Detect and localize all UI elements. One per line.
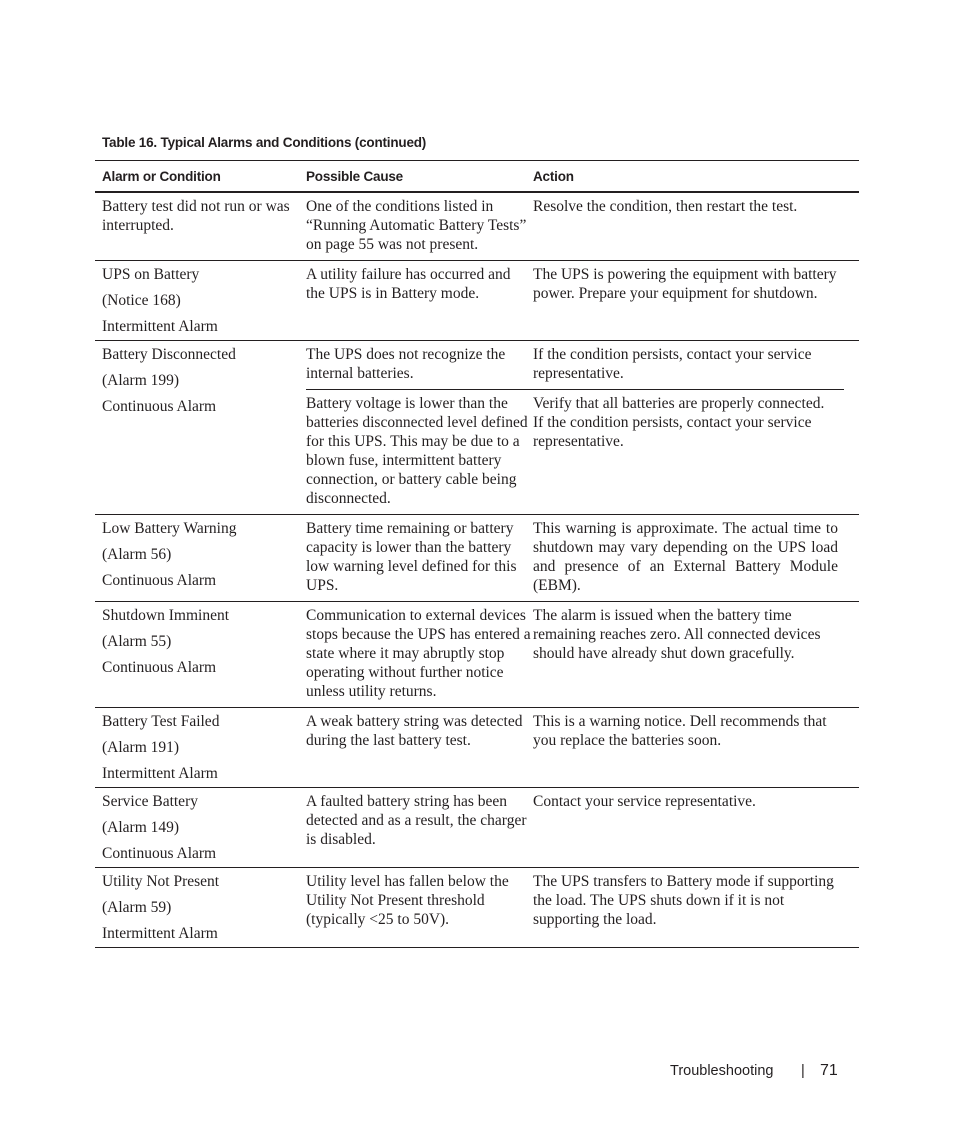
cause-action-group (306, 261, 844, 340)
cause-cell: Battery time remaining or battery capacity is lower than the battery low warning level defined for this UPS. (306, 520, 517, 594)
cause-action-group (306, 341, 844, 514)
action-cell: Contact your service representative. (533, 793, 756, 810)
alarm-type: Continuous Alarm (102, 845, 217, 862)
alarm-code: (Alarm 191) (102, 739, 180, 756)
action-cell: Verify that all batteries are properly connected. If the condition persists, contact your service representative. (533, 395, 825, 450)
alarm-name: Service Battery (102, 793, 198, 810)
alarm-cell (95, 602, 306, 707)
cause-cell: A weak battery string was detected during the last battery test. (306, 713, 523, 749)
cause-action-group (306, 868, 844, 947)
alarm-type: Continuous Alarm (102, 398, 217, 415)
cause-action-pair (306, 788, 844, 855)
cause-cell: A utility failure has occurred and the UPS is in Battery mode. (306, 266, 511, 302)
cause-action-pair (306, 389, 844, 514)
alarm-type: Intermittent Alarm (102, 318, 218, 335)
alarm-cell (95, 261, 306, 340)
action-cell: This is a warning notice. Dell recommends that you replace the batteries soon. (533, 713, 827, 749)
alarm-cell (95, 515, 306, 601)
alarms-table (95, 160, 859, 948)
footer-separator: | (801, 1063, 805, 1079)
cause-action-pair (306, 515, 844, 601)
cause-action-group (306, 708, 844, 787)
cause-action-pair (306, 868, 844, 935)
table-row (95, 260, 859, 340)
alarm-cell (95, 788, 306, 867)
table-row (95, 707, 859, 787)
cause-action-group (306, 602, 844, 707)
page-number: 71 (820, 1062, 838, 1079)
cause-cell: A faulted battery string has been detected and as a result, the charger is disabled. (306, 793, 527, 848)
alarm-code: (Alarm 199) (102, 372, 180, 389)
alarm-code: (Alarm 149) (102, 819, 180, 836)
cause-cell: Battery voltage is lower than the batteries disconnected level defined for this UPS. This may be due to a blown fuse, intermittent battery connection, or battery cable being disconnected. (306, 395, 528, 507)
header-action: Action (533, 168, 574, 184)
alarm-code: (Notice 168) (102, 292, 181, 309)
table-row (95, 340, 859, 514)
table-row (95, 192, 859, 260)
alarm-type: Continuous Alarm (102, 659, 217, 676)
alarm-name: Battery Disconnected (102, 346, 236, 363)
header-possible-cause: Possible Cause (306, 168, 403, 184)
cause-cell: The UPS does not recognize the internal batteries. (306, 346, 506, 382)
table-header-row (95, 161, 859, 192)
action-cell: Resolve the condition, then restart the test. (533, 198, 798, 215)
action-cell: The alarm is issued when the battery time remaining reaches zero. All connected devices should have already shut down gracefully. (533, 607, 821, 662)
alarm-name: Battery Test Failed (102, 713, 220, 730)
alarm-cell (95, 708, 306, 787)
action-cell: The UPS transfers to Battery mode if supporting the load. The UPS shuts down if it is not supporting the load. (533, 873, 834, 928)
cause-action-pair (306, 341, 844, 389)
cause-action-pair (306, 602, 844, 707)
cause-cell: Communication to external devices stops because the UPS has entered a state where it may abruptly stop operating without further notice unless utility returns. (306, 607, 531, 700)
cause-action-pair (306, 193, 844, 260)
table-row (95, 514, 859, 601)
cause-action-pair (306, 708, 844, 756)
cause-action-group (306, 788, 844, 867)
table-row (95, 601, 859, 707)
alarm-name: Shutdown Imminent (102, 607, 230, 624)
alarm-name: Utility Not Present (102, 873, 220, 890)
alarm-cell (95, 868, 306, 947)
cause-cell: Utility level has fallen below the Utility Not Present threshold (typically <25 to 50V). (306, 873, 509, 928)
action-cell: The UPS is powering the equipment with battery power. Prepare your equipment for shutdown. (533, 266, 837, 302)
footer-section-title: Troubleshooting (670, 1063, 774, 1079)
cause-action-group (306, 515, 844, 601)
alarm-cell (95, 193, 306, 260)
table-caption: Table 16. Typical Alarms and Conditions (continued) (102, 135, 427, 150)
alarm-name: Low Battery Warning (102, 520, 237, 537)
alarm-type: Continuous Alarm (102, 572, 217, 589)
action-cell: This warning is approximate. The actual time to shutdown may vary depending on the UPS load and presence of an External Battery Module (EBM). (533, 520, 838, 594)
alarm-name: Battery test did not run or was interrupted. (102, 198, 290, 234)
alarm-type: Intermittent Alarm (102, 765, 218, 782)
alarm-type: Intermittent Alarm (102, 925, 218, 942)
alarm-cell (95, 341, 306, 514)
cause-cell: One of the conditions listed in “Running Automatic Battery Tests” on page 55 was not present. (306, 198, 527, 253)
table-row (95, 787, 859, 867)
action-cell: If the condition persists, contact your service representative. (533, 346, 812, 382)
header-alarm-or-condition: Alarm or Condition (102, 168, 221, 184)
cause-action-pair (306, 261, 844, 309)
alarm-name: UPS on Battery (102, 266, 200, 283)
alarm-code: (Alarm 55) (102, 633, 172, 650)
cause-action-group (306, 193, 844, 260)
alarm-code: (Alarm 59) (102, 899, 172, 916)
table-row (95, 867, 859, 947)
alarm-code: (Alarm 56) (102, 546, 172, 563)
